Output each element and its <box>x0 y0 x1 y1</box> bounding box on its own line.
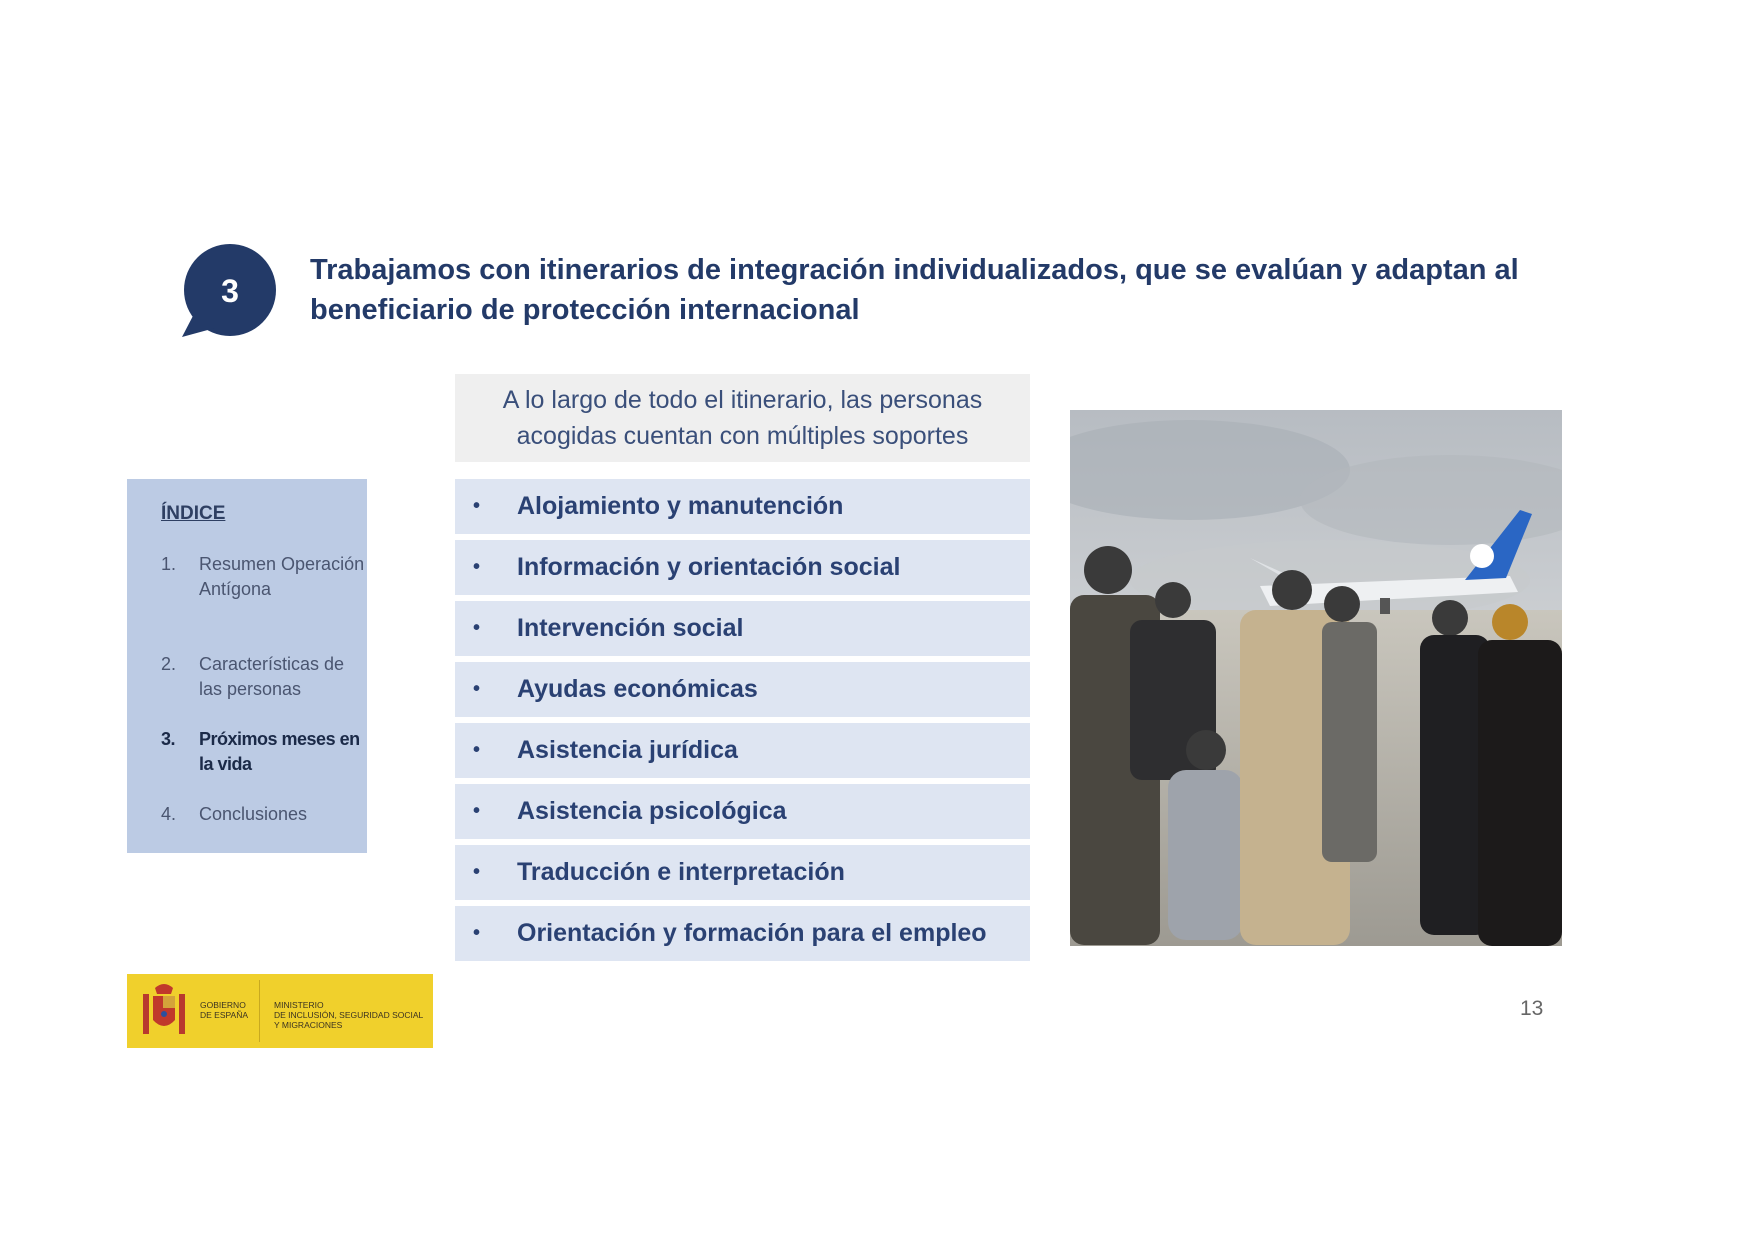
support-item <box>455 662 1030 717</box>
section-number-bubble <box>181 242 279 340</box>
support-label: Asistencia psicológica <box>517 797 787 825</box>
support-item <box>455 601 1030 656</box>
gobierno-label <box>200 1000 248 1020</box>
index-item-label: Próximos meses en la vida <box>199 729 360 774</box>
ministerio-line: Y MIGRACIONES <box>274 1020 343 1030</box>
index-item-label: Características de las personas <box>199 654 345 699</box>
section-number: 3 <box>221 273 239 309</box>
support-label: Alojamiento y manutención <box>517 492 844 520</box>
coat-of-arms-icon <box>137 980 191 1042</box>
index-item-number: 1. <box>161 554 177 574</box>
support-item <box>455 723 1030 778</box>
index-item-number: 2. <box>161 654 177 674</box>
support-item <box>455 479 1030 534</box>
index-item-label: Conclusiones <box>199 804 308 824</box>
support-item <box>455 845 1030 900</box>
bullet-icon: • <box>473 495 481 517</box>
government-logo <box>127 974 433 1048</box>
support-item <box>455 784 1030 839</box>
support-label: Asistencia jurídica <box>517 736 738 764</box>
gobierno-line: DE ESPAÑA <box>200 1010 249 1020</box>
ministerio-label <box>274 1000 429 1030</box>
support-label: Ayudas económicas <box>517 675 758 703</box>
index-item-number: 3. <box>161 729 176 749</box>
gobierno-line: GOBIERNO <box>200 1000 246 1010</box>
index-title: ÍNDICE <box>161 503 226 524</box>
support-label: Información y orientación social <box>517 553 901 581</box>
airport-arrival-photo <box>1070 410 1562 946</box>
support-item <box>455 906 1030 961</box>
page-number: 13 <box>1520 997 1544 1020</box>
logo-divider <box>259 980 260 1042</box>
support-item <box>455 540 1030 595</box>
index-panel <box>127 479 367 853</box>
support-label: Intervención social <box>517 614 744 642</box>
page-title <box>310 250 1570 330</box>
bullet-icon: • <box>473 861 481 883</box>
ministerio-line: DE INCLUSIÓN, SEGURIDAD SOCIAL <box>274 1010 424 1020</box>
support-label: Traducción e interpretación <box>517 858 845 886</box>
bullet-icon: • <box>473 617 481 639</box>
page-title-line: beneficiario de protección internacional <box>310 294 860 326</box>
intro-box <box>455 374 1030 462</box>
ministerio-line: MINISTERIO <box>274 1000 324 1010</box>
bullet-icon: • <box>473 556 481 578</box>
intro-line: A lo largo de todo el itinerario, las personas <box>502 386 983 414</box>
index-item-label: Resumen Operación Antígona <box>199 554 365 599</box>
intro-line: acogidas cuentan con múltiples soportes <box>516 422 969 450</box>
bullet-icon: • <box>473 922 481 944</box>
support-label: Orientación y formación para el empleo <box>517 919 987 947</box>
bullet-icon: • <box>473 800 481 822</box>
page-title-line: Trabajamos con itinerarios de integración individualizados, que se evalúan y adaptan al <box>310 254 1519 286</box>
bullet-icon: • <box>473 678 481 700</box>
bullet-icon: • <box>473 739 481 761</box>
index-item-number: 4. <box>161 804 177 824</box>
